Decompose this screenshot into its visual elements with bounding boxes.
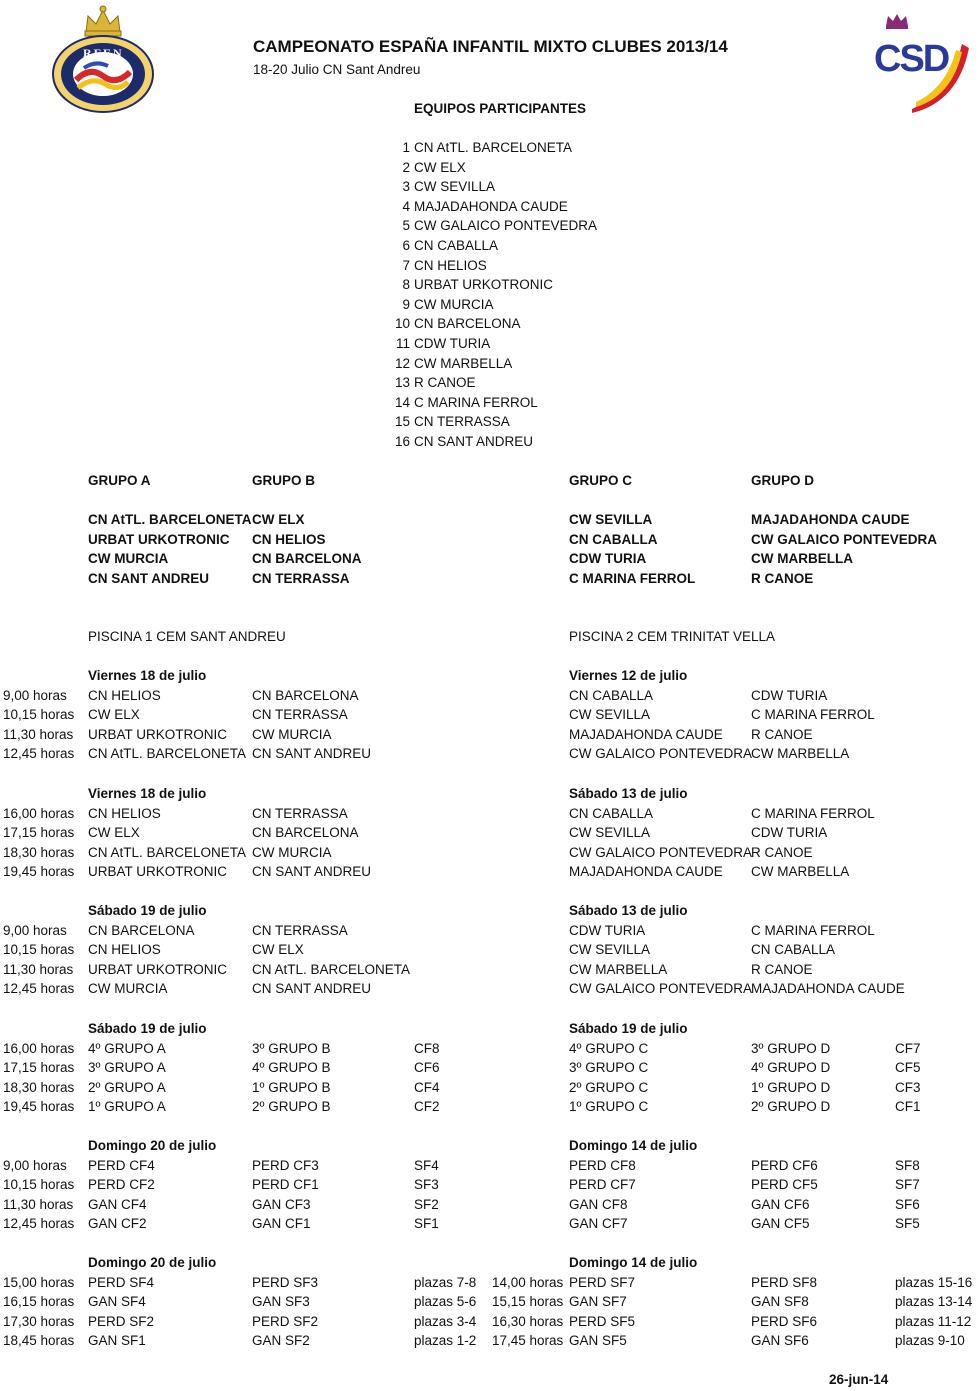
match-time: 10,15 horas <box>3 942 75 958</box>
match-time: 9,00 horas <box>3 922 67 938</box>
team-number: 15 <box>394 414 410 430</box>
match-code: plazas 15-16 <box>895 1274 973 1290</box>
match-home: 3º GRUPO C <box>569 1060 649 1076</box>
day-heading: Sábado 19 de julio <box>88 903 207 918</box>
pool-right-title: PISCINA 2 CEM TRINITAT VELLA <box>569 629 776 644</box>
match-away: GAN SF8 <box>751 1294 809 1310</box>
match-code: plazas 5-6 <box>414 1294 477 1310</box>
team-name: CN SANT ANDREU <box>414 434 534 449</box>
team-number: 10 <box>394 316 410 332</box>
match-home: GAN SF1 <box>88 1333 146 1349</box>
match-time: 11,30 horas <box>3 1196 74 1212</box>
group-heading: GRUPO D <box>751 473 815 488</box>
match-away: 3º GRUPO B <box>252 1040 331 1056</box>
match-away: PERD CF3 <box>252 1157 319 1173</box>
match-home: GAN CF2 <box>88 1216 147 1232</box>
match-home: CW MURCIA <box>88 981 168 997</box>
match-time: 18,30 horas <box>3 844 75 860</box>
match-home: PERD CF7 <box>569 1177 636 1193</box>
match-home: GAN SF4 <box>88 1294 146 1310</box>
match-away: C MARINA FERROL <box>751 922 875 938</box>
group-team: CDW TURIA <box>569 551 647 567</box>
participants-heading: EQUIPOS PARTICIPANTES <box>414 101 587 116</box>
match-time: 9,00 horas <box>3 1157 67 1173</box>
match-away: 4º GRUPO B <box>252 1060 331 1076</box>
match-home: PERD CF8 <box>569 1157 636 1173</box>
team-number: 16 <box>394 434 410 449</box>
day-heading: Viernes 18 de julio <box>88 668 207 683</box>
match-home: CN HELIOS <box>88 805 161 821</box>
match-home: 1º GRUPO C <box>569 1099 649 1115</box>
match-away: C MARINA FERROL <box>751 805 875 821</box>
team-name: R CANOE <box>414 375 476 391</box>
match-code: SF1 <box>414 1216 439 1232</box>
match-away: PERD CF5 <box>751 1177 818 1193</box>
match-time: 9,00 horas <box>3 687 67 703</box>
match-home: CW ELX <box>88 707 140 723</box>
match-time: 10,15 horas <box>3 1177 75 1193</box>
match-home: CW SEVILLA <box>569 942 651 958</box>
csd-logo-icon <box>872 14 972 114</box>
match-time: 14,00 horas <box>492 1274 564 1290</box>
match-away: GAN SF3 <box>252 1294 310 1310</box>
group-team: CN HELIOS <box>252 531 326 547</box>
group-heading: GRUPO B <box>252 473 316 488</box>
match-home: CW MARBELLA <box>569 961 668 977</box>
group-team: CN TERRASSA <box>252 570 350 586</box>
group-team: CW MURCIA <box>88 551 169 567</box>
match-home: CDW TURIA <box>569 922 646 938</box>
match-home: 4º GRUPO C <box>569 1040 649 1056</box>
match-away: PERD SF6 <box>751 1313 818 1329</box>
match-code: plazas 11-12 <box>895 1313 972 1329</box>
team-number: 13 <box>394 375 410 391</box>
team-name: CN AtTL. BARCELONETA <box>414 140 573 155</box>
pool-left-title: PISCINA 1 CEM SANT ANDREU <box>88 629 286 644</box>
match-code: SF2 <box>414 1196 439 1212</box>
match-time: 19,45 horas <box>3 1099 75 1115</box>
match-code: plazas 1-2 <box>414 1333 477 1349</box>
match-away: MAJADAHONDA CAUDE <box>751 981 905 997</box>
match-home: 2º GRUPO C <box>569 1079 649 1095</box>
match-home: 1º GRUPO A <box>88 1099 166 1115</box>
match-time: 16,00 horas <box>3 805 75 821</box>
match-time: 17,30 horas <box>3 1313 75 1329</box>
match-away: CDW TURIA <box>751 825 828 841</box>
match-away: R CANOE <box>751 726 813 742</box>
match-away: CN BARCELONA <box>252 825 359 841</box>
day-heading: Sábado 19 de julio <box>88 1021 207 1036</box>
team-name: C MARINA FERROL <box>414 394 538 410</box>
match-home: PERD SF7 <box>569 1274 636 1290</box>
group-team: R CANOE <box>751 570 814 586</box>
group-team: CN CABALLA <box>569 531 658 547</box>
match-away: CN SANT ANDREU <box>252 864 372 880</box>
match-home: CW ELX <box>88 825 140 841</box>
day-heading: Domingo 14 de julio <box>569 1138 698 1153</box>
team-number: 7 <box>402 257 410 273</box>
rfen-crest-icon <box>50 4 156 114</box>
page-subtitle: 18-20 Julio CN Sant Andreu <box>253 62 421 77</box>
day-heading: Sábado 13 de julio <box>569 903 688 918</box>
match-away: CN AtTL. BARCELONETA <box>252 961 411 977</box>
match-away: CN BARCELONA <box>252 687 359 703</box>
match-code: SF5 <box>895 1216 920 1232</box>
match-home: CN BARCELONA <box>88 922 195 938</box>
match-home: PERD SF5 <box>569 1313 636 1329</box>
day-heading: Domingo 20 de julio <box>88 1255 217 1270</box>
match-away: 2º GRUPO D <box>751 1099 831 1115</box>
match-away: R CANOE <box>751 961 813 977</box>
match-away: CN CABALLA <box>751 942 836 958</box>
match-away: CW ELX <box>252 942 304 958</box>
match-away: CW MARBELLA <box>751 746 850 762</box>
team-number: 2 <box>402 159 410 175</box>
match-home: GAN CF8 <box>569 1196 628 1212</box>
match-away: CW MURCIA <box>252 726 332 742</box>
group-team: CN AtTL. BARCELONETA <box>88 512 252 527</box>
match-home: CN CABALLA <box>569 687 654 703</box>
match-away: GAN SF2 <box>252 1333 310 1349</box>
match-away: C MARINA FERROL <box>751 707 875 723</box>
group-heading: GRUPO A <box>88 473 151 488</box>
team-name: MAJADAHONDA CAUDE <box>414 198 568 214</box>
match-time: 18,30 horas <box>3 1079 75 1095</box>
match-time: 16,00 horas <box>3 1040 75 1056</box>
match-home: CW GALAICO PONTEVEDRA <box>569 981 753 997</box>
match-time: 12,45 horas <box>3 1216 75 1232</box>
team-number: 6 <box>402 238 410 253</box>
match-home: MAJADAHONDA CAUDE <box>569 726 723 742</box>
group-team: CW MARBELLA <box>751 551 853 567</box>
match-time: 11,30 horas <box>3 961 74 977</box>
match-away: CW MARBELLA <box>751 864 850 880</box>
match-time: 17,45 horas <box>492 1333 564 1349</box>
match-time: 16,15 horas <box>3 1294 75 1310</box>
match-code: SF6 <box>895 1196 920 1212</box>
team-number: 1 <box>402 140 410 155</box>
match-home: PERD CF4 <box>88 1157 155 1173</box>
day-heading: Domingo 20 de julio <box>88 1138 217 1153</box>
group-team: CW GALAICO PONTEVEDRA <box>751 531 938 547</box>
match-home: GAN SF7 <box>569 1294 627 1310</box>
match-code: CF5 <box>895 1060 921 1076</box>
match-home: CN AtTL. BARCELONETA <box>88 844 247 860</box>
match-home: GAN SF5 <box>569 1333 627 1349</box>
match-away: R CANOE <box>751 844 813 860</box>
team-number: 4 <box>402 198 410 214</box>
match-time: 15,15 horas <box>492 1294 564 1310</box>
team-name: CN CABALLA <box>414 238 499 253</box>
match-code: plazas 7-8 <box>414 1274 477 1290</box>
match-code: SF8 <box>895 1157 920 1173</box>
match-away: PERD SF2 <box>252 1313 319 1329</box>
match-time: 10,15 horas <box>3 707 75 723</box>
match-home: CW SEVILLA <box>569 825 651 841</box>
team-name: CW MARBELLA <box>414 355 513 371</box>
match-code: CF6 <box>414 1060 440 1076</box>
match-time: 15,00 horas <box>3 1274 75 1290</box>
match-time: 12,45 horas <box>3 746 75 762</box>
match-away: PERD CF1 <box>252 1177 319 1193</box>
match-away: GAN CF5 <box>751 1216 810 1232</box>
team-name: CW MURCIA <box>414 296 494 312</box>
match-code: SF4 <box>414 1157 439 1173</box>
match-away: CW MURCIA <box>252 844 332 860</box>
team-name: URBAT URKOTRONIC <box>414 277 554 293</box>
match-away: 2º GRUPO B <box>252 1099 331 1115</box>
match-away: CN SANT ANDREU <box>252 746 372 762</box>
team-number: 5 <box>402 218 410 234</box>
day-heading: Viernes 18 de julio <box>88 786 207 801</box>
team-name: CW ELX <box>414 159 466 175</box>
match-home: PERD CF2 <box>88 1177 155 1193</box>
group-heading: GRUPO C <box>569 473 633 488</box>
match-home: CN HELIOS <box>88 942 161 958</box>
team-number: 12 <box>394 355 410 371</box>
group-team: C MARINA FERROL <box>569 570 696 586</box>
match-time: 17,15 horas <box>3 825 75 841</box>
match-home: CW SEVILLA <box>569 707 651 723</box>
team-name: CN HELIOS <box>414 257 487 273</box>
match-away: CDW TURIA <box>751 687 828 703</box>
match-code: SF7 <box>895 1177 920 1193</box>
match-time: 18,45 horas <box>3 1333 75 1349</box>
match-code: CF2 <box>414 1099 440 1115</box>
match-home: CW GALAICO PONTEVEDRA <box>569 746 753 762</box>
team-name: CW SEVILLA <box>414 179 496 195</box>
match-away: GAN SF6 <box>751 1333 809 1349</box>
group-team: CW ELX <box>252 512 305 527</box>
day-heading: Domingo 14 de julio <box>569 1255 698 1270</box>
group-team: URBAT URKOTRONIC <box>88 531 230 547</box>
match-away: 1º GRUPO B <box>252 1079 331 1095</box>
match-home: CN HELIOS <box>88 687 161 703</box>
match-code: CF8 <box>414 1040 440 1056</box>
match-away: GAN CF1 <box>252 1216 311 1232</box>
match-home: PERD SF2 <box>88 1313 155 1329</box>
match-away: CN TERRASSA <box>252 922 348 938</box>
day-heading: Sábado 19 de julio <box>569 1021 688 1036</box>
match-time: 12,45 horas <box>3 981 75 997</box>
match-home: GAN CF4 <box>88 1196 147 1212</box>
match-code: CF3 <box>895 1079 921 1095</box>
match-home: CW GALAICO PONTEVEDRA <box>569 844 753 860</box>
match-home: URBAT URKOTRONIC <box>88 961 228 977</box>
match-away: GAN CF6 <box>751 1196 810 1212</box>
csd-logo-text: CSD <box>874 38 949 80</box>
match-away: PERD SF8 <box>751 1274 818 1290</box>
match-time: 11,30 horas <box>3 726 74 742</box>
match-time: 16,30 horas <box>492 1313 564 1329</box>
match-away: 4º GRUPO D <box>751 1060 831 1076</box>
match-home: URBAT URKOTRONIC <box>88 864 228 880</box>
match-home: GAN CF7 <box>569 1216 628 1232</box>
team-number: 3 <box>402 179 410 195</box>
team-number: 11 <box>395 336 410 351</box>
match-home: PERD SF4 <box>88 1274 155 1290</box>
group-team: MAJADAHONDA CAUDE <box>751 512 910 527</box>
footer-date: 26-jun-14 <box>829 1372 889 1387</box>
match-home: URBAT URKOTRONIC <box>88 726 228 742</box>
match-code: CF7 <box>895 1040 921 1056</box>
match-away: CN TERRASSA <box>252 707 348 723</box>
team-number: 14 <box>394 394 410 410</box>
match-away: CN SANT ANDREU <box>252 981 372 997</box>
day-heading: Viernes 12 de julio <box>569 668 688 683</box>
group-team: CN SANT ANDREU <box>88 570 209 586</box>
group-team: CW SEVILLA <box>569 512 653 527</box>
match-code: plazas 13-14 <box>895 1294 973 1310</box>
match-home: 2º GRUPO A <box>88 1079 166 1095</box>
match-code: plazas 9-10 <box>895 1333 965 1349</box>
team-name: CW GALAICO PONTEVEDRA <box>414 218 598 234</box>
match-code: plazas 3-4 <box>414 1313 477 1329</box>
match-code: SF3 <box>414 1177 439 1193</box>
team-name: CN TERRASSA <box>414 414 510 430</box>
match-away: 3º GRUPO D <box>751 1040 831 1056</box>
page-title: CAMPEONATO ESPAÑA INFANTIL MIXTO CLUBES 2013/14 <box>253 37 728 56</box>
day-heading: Sábado 13 de julio <box>569 786 688 801</box>
match-code: CF1 <box>895 1099 921 1115</box>
match-away: CN TERRASSA <box>252 805 348 821</box>
rfen-logo-text: RFEN <box>83 46 124 60</box>
match-home: 4º GRUPO A <box>88 1040 166 1056</box>
match-away: PERD SF3 <box>252 1274 319 1290</box>
match-home: MAJADAHONDA CAUDE <box>569 864 723 880</box>
match-home: 3º GRUPO A <box>88 1060 166 1076</box>
match-time: 19,45 horas <box>3 864 75 880</box>
match-away: 1º GRUPO D <box>751 1079 831 1095</box>
match-home: CN CABALLA <box>569 805 654 821</box>
match-away: GAN CF3 <box>252 1196 311 1212</box>
match-away: PERD CF6 <box>751 1157 818 1173</box>
match-home: CN AtTL. BARCELONETA <box>88 746 247 762</box>
team-name: CN BARCELONA <box>414 316 521 332</box>
team-number: 9 <box>402 296 410 312</box>
team-name: CDW TURIA <box>414 336 491 351</box>
group-team: CN BARCELONA <box>252 551 362 567</box>
match-time: 17,15 horas <box>3 1060 75 1076</box>
match-code: CF4 <box>414 1079 440 1095</box>
team-number: 8 <box>402 277 410 293</box>
